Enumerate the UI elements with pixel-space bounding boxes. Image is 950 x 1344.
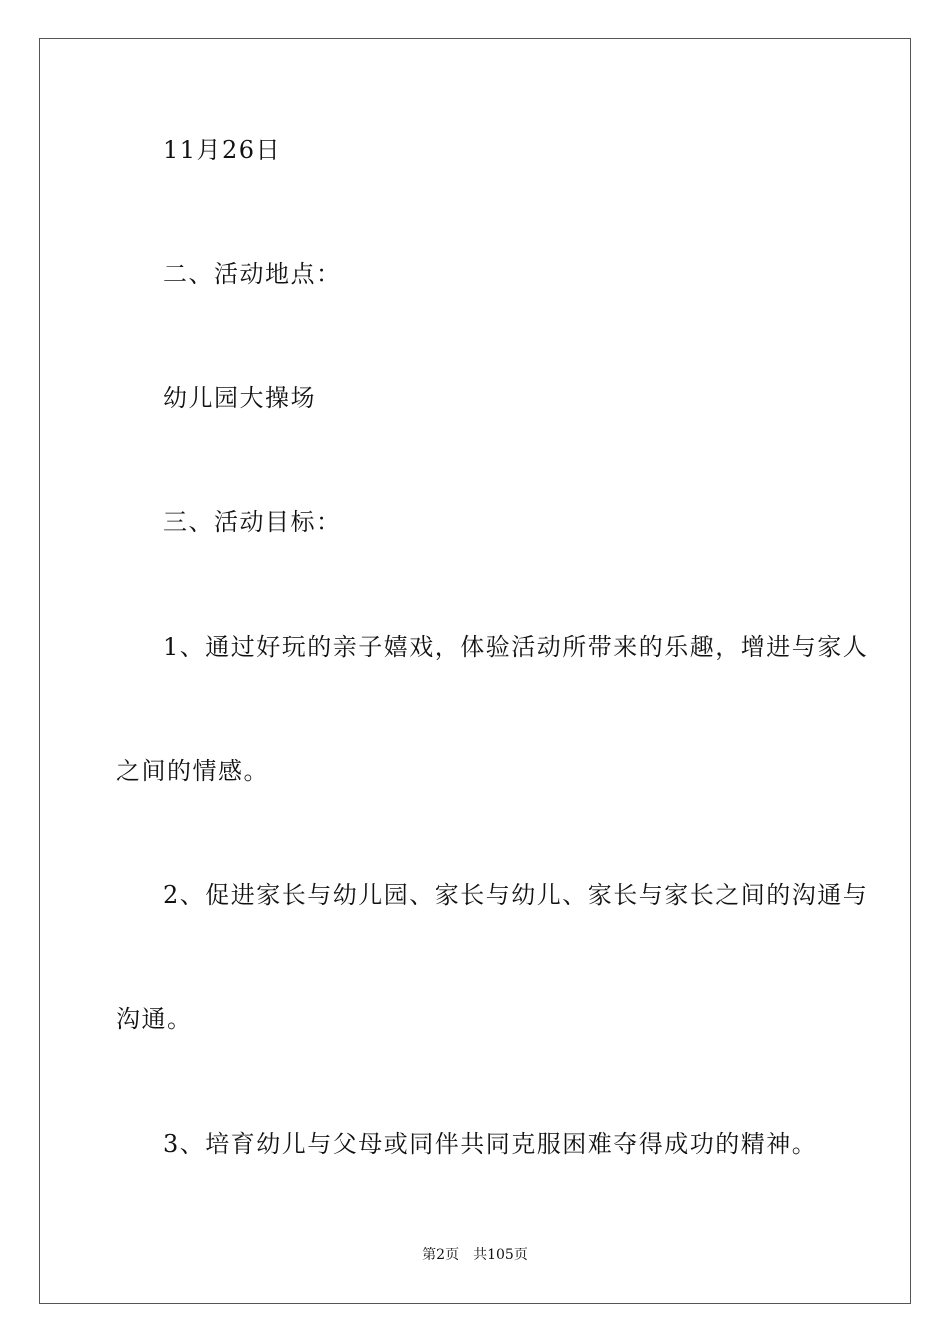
goal-2-line-1: 2、促进家长与幼儿园、家长与幼儿、家长与家长之间的沟通与: [163, 881, 869, 909]
goal-2-line-2: 沟通。: [116, 1005, 193, 1033]
page-footer: [0, 1246, 950, 1264]
section-heading-location: 二、活动地点：: [163, 260, 342, 288]
goal-3-line-1: 3、培育幼儿与父母或同伴共同克服困难夺得成功的精神。: [163, 1130, 818, 1158]
page-number: 第2页: [422, 1247, 460, 1263]
date-line: 11月26日: [163, 136, 282, 164]
page-total: 共105页: [473, 1247, 528, 1263]
goal-1-line-1: 1、通过好玩的亲子嬉戏，体验活动所带来的乐趣，增进与家人: [163, 633, 869, 661]
page-border: [39, 38, 911, 1304]
location-text: 幼儿园大操场: [163, 384, 316, 412]
section-heading-goals: 三、活动目标：: [163, 508, 342, 536]
goal-1-line-2: 之间的情感。: [116, 757, 269, 785]
